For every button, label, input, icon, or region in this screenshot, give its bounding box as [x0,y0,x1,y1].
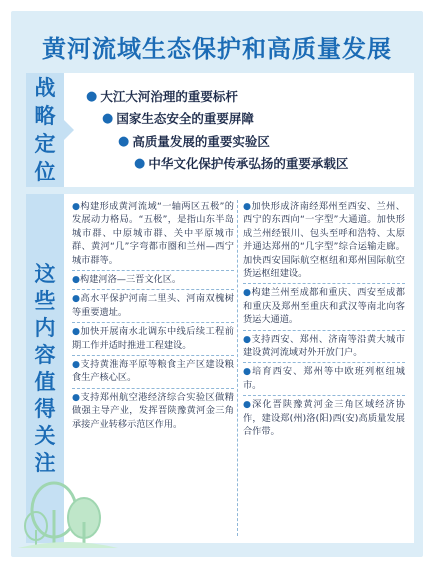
bullet-dot-icon: ● [118,133,130,149]
list-item [243,331,405,364]
list-item-text: 构建形成黄河流域“一轴两区五极”的发展动力格局。“五极”，是指山东半岛城市群、中原城市群、关中平原城市群、黄河“几”字弯都市圈和兰州—西宁城市群等。 [72,201,234,266]
content-tab-char: 些 [34,288,56,313]
strategy-item-text: 中华文化保护传承弘扬的重要承载区 [148,156,349,171]
list-item-text: 加快形成济南经郑州至西安、兰州、西宁的东西向“一字型”大通道。加快形成兰州经银川、包头至呼和浩特、太原并通达郑州的“几字型”综合运输走廊。加快西安国际航空枢纽和郑州国际航空货运枢纽建设。 [243,201,405,280]
content-tab-char: 注 [34,450,56,475]
right-column [243,198,405,442]
column-divider [237,200,238,536]
bullet-dot-icon: ● [72,326,81,338]
bullet-dot-icon: ● [72,293,81,305]
list-item-text: 构建河洛—三晋文化区。 [80,274,182,286]
strategy-tab-char: 定 [34,132,56,156]
list-item [243,363,405,396]
content-tab-char: 关 [34,423,56,448]
strategy-tab-char: 略 [34,104,56,128]
list-item-text: 支持西安、郑州、济南等沿黄大城市建设黄河流域对外开放门户。 [243,333,405,359]
list-item-text: 培育西安、郑州等中欧班列枢纽城市。 [243,366,405,391]
strategy-tab-char: 战 [34,76,56,100]
strategy-item [118,132,270,150]
left-column [72,198,234,434]
strategy-panel [26,73,414,187]
content-tab-char: 这 [34,261,56,286]
strategy-item [86,87,238,105]
list-item [72,290,234,323]
strategy-item-text: 国家生态安全的重要屏障 [116,111,254,126]
list-item-text: 构建兰州至成都和重庆、西安至成都和重庆及郑州至重庆和武汉等南北向客货运大通道。 [243,287,405,326]
bullet-dot-icon: ● [72,201,81,212]
strategy-item [102,109,254,127]
strategy-tab-char: 位 [34,160,56,184]
bullet-dot-icon: ● [102,110,114,126]
list-item [72,389,234,434]
bullet-dot-icon: ● [72,391,81,403]
strategy-item-text: 高质量发展的重要实验区 [132,134,270,149]
page-title: 黄河流域生态保护和高质量发展 [42,34,392,63]
list-item-text: 支持黄淮海平原等粮食主产区建设粮食生产核心区。 [72,359,234,384]
list-item [243,198,405,284]
strategy-item [134,154,348,172]
content-tab-char: 值 [34,369,56,394]
bullet-dot-icon: ● [72,359,81,371]
list-item [72,271,234,290]
bullet-dot-icon: ● [86,88,98,104]
tree-decoration-icon [18,470,118,548]
bullet-dot-icon: ● [243,201,252,212]
list-item [72,356,234,389]
strategy-item-text: 大江大河治理的重要标杆 [100,89,238,104]
bullet-dot-icon: ● [72,274,81,286]
bullet-dot-icon: ● [243,333,252,345]
list-item [243,396,405,441]
content-tab-char: 得 [34,396,56,421]
list-item-text: 深化晋陕豫黄河金三角区域经济协作，建设郑(州)洛(阳)西(安)高质量发展合作带。 [243,399,405,438]
list-item [243,284,405,330]
bullet-dot-icon: ● [243,399,253,411]
list-item-text: 高水平保护河南二里头、河南双槐树等重要遗址。 [72,293,234,318]
list-item-text: 支持郑州航空港经济综合实验区做精做强主导产业，发挥晋陕豫黄河金三角承接产业转移示范区作用。 [72,391,234,430]
bullet-dot-icon: ● [243,366,253,378]
content-tab-char: 内 [34,315,56,340]
content-tab-char: 容 [34,342,56,367]
list-item [72,198,234,271]
bullet-dot-icon: ● [243,287,252,299]
strategy-tab [26,73,64,187]
list-item [72,323,234,356]
bullet-dot-icon: ● [134,155,146,171]
list-item-text: 加快开展南水北调东中线后续工程前期工作并适时推进工程建设。 [72,326,234,351]
strategy-arrow-icon [64,120,74,140]
